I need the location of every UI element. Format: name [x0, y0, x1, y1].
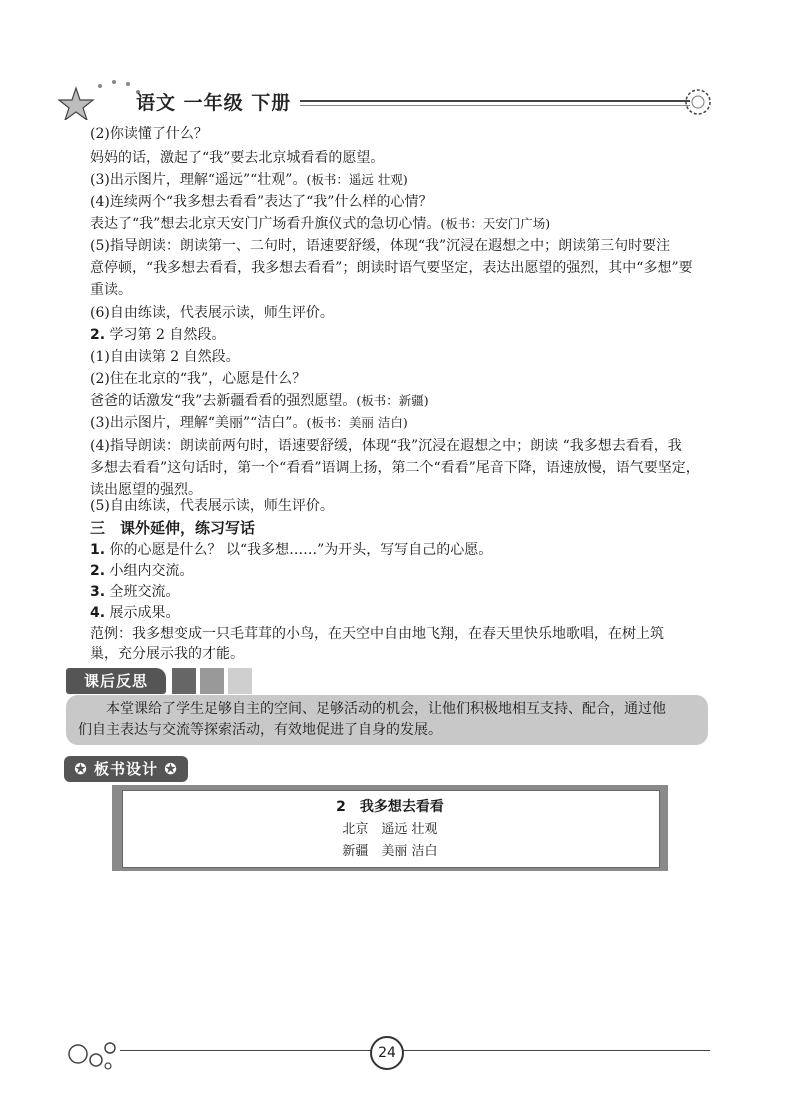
text-line: 2. 小组内交流。	[90, 563, 194, 579]
text-line: 巢，充分展示我的才能。	[90, 646, 244, 662]
text-line: (5)自由练读，代表展示读，师生评价。	[90, 498, 334, 514]
board-row: 新疆 美丽 洁白	[342, 844, 438, 859]
text-line: (3)出示图片，理解“遥远”“壮观”。(板书：遥远 壮观)	[90, 172, 408, 188]
text-line: 读出愿望的强烈。	[90, 482, 202, 498]
header-rule	[300, 100, 690, 102]
text-line: 2. 学习第 2 自然段。	[90, 327, 226, 343]
header-circle-decoration	[682, 86, 714, 118]
page-number: 24	[370, 1036, 404, 1070]
text-line: 1. 你的心愿是什么？ 以“我多想……”为开头，写写自己的心愿。	[90, 542, 493, 558]
text-line: 表达了“我”想去北京天安门广场看升旗仪式的急切心情。(板书：天安门广场)	[90, 216, 551, 232]
star-icon	[59, 88, 93, 120]
label-square	[172, 668, 196, 694]
board-row: 北京 遥远 壮观	[342, 822, 438, 837]
text-line: (4)连续两个“我多想去看看”表达了“我”什么样的心情？	[90, 194, 433, 210]
text-line: 4. 展示成果。	[90, 605, 180, 621]
footer-circles-decoration	[64, 1034, 124, 1074]
text-line: 爸爸的话激发“我”去新疆看看的强烈愿望。(板书：新疆)	[90, 393, 429, 409]
text-line: 范例：我多想变成一只毛茸茸的小鸟，在天空中自由地飞翔，在春天里快乐地歌唱，在树上筑	[90, 626, 664, 642]
section-heading: 三 课外延伸，练习写话	[90, 519, 256, 537]
text-line: (6)自由练读，代表展示读，师生评价。	[90, 305, 334, 321]
board-design-label: ✪ 板书设计 ✪	[64, 756, 188, 782]
reflection-text: 本堂课给了学生足够自主的空间、足够活动的机会，让他们积极地相互支持、配合，通过他	[106, 701, 666, 717]
header-rule-thin	[300, 105, 690, 106]
reflection-text: 们自主表达与交流等探索活动，有效地促进了自身的发展。	[78, 722, 442, 738]
text-line: (5)指导朗读：朗读第一、二句时，语速要舒缓，体现“我”沉浸在遐想之中；朗读第三句时要注	[90, 238, 671, 254]
board-title: 2 我多想去看看	[336, 799, 444, 815]
text-line: (2)住在北京的“我”，心愿是什么？	[90, 371, 307, 387]
text-line: 3. 全班交流。	[90, 584, 180, 600]
text-line: 意停顿，“我多想去看看，我多想去看看”；朗读时语气要坚定，表达出愿望的强烈，其中“多想”要	[90, 260, 693, 276]
text-line: 重读。	[90, 282, 132, 298]
text-line: (1)自由读第 2 自然段。	[90, 349, 240, 365]
page-header-title: 语文 一年级 下册	[136, 92, 292, 114]
text-line: (4)指导朗读：朗读前两句时，语速要舒缓，体现“我”沉浸在遐想之中；朗读 “我多想去看看，我	[90, 438, 682, 454]
text-line: 妈妈的话，激起了“我”要去北京城看看的愿望。	[90, 150, 385, 166]
text-line: 多想去看看”这句话时，第一个“看看”语调上扬，第二个“看看”尾音下降，语速放慢，语气要坚定，	[90, 460, 700, 476]
label-square	[200, 668, 224, 694]
text-line: (2)你读懂了什么？	[90, 126, 208, 142]
header-star-decoration	[58, 72, 148, 120]
reflection-label: 课后反思	[66, 668, 166, 694]
label-square	[228, 668, 252, 694]
text-line: (3)出示图片，理解“美丽”“洁白”。(板书：美丽 洁白)	[90, 415, 408, 431]
footer-rule	[120, 1050, 710, 1051]
